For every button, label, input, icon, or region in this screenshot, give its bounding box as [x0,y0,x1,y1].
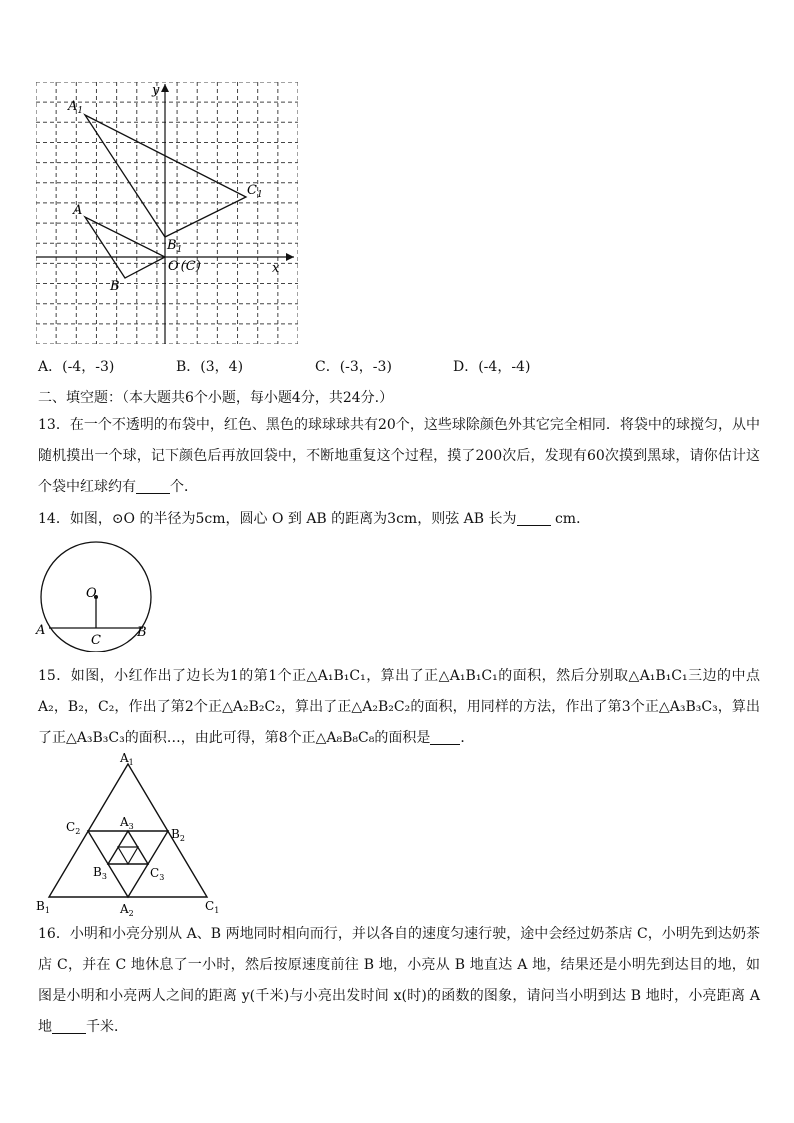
question-16 [38,919,760,1043]
q15-text-end: ． [460,730,475,746]
label-a: A [36,623,46,638]
label-c3: $C_3$ [150,866,165,882]
question-14 [38,504,760,535]
x-axis-arrow [286,253,294,261]
question-15 [38,661,760,754]
q16-answer-blank[interactable] [52,1017,86,1034]
q13-answer-blank[interactable] [136,477,170,494]
q15-answer-blank[interactable] [430,728,460,745]
label-a1: $A_1$ [120,751,134,767]
option-b[interactable]: B．(3，4) [176,359,244,375]
q14-answer-blank[interactable] [517,509,551,526]
q14-circle-figure [34,540,156,652]
option-c[interactable]: C．(-3，-3) [315,359,392,375]
label-o: O [86,586,97,601]
q13-text-end: 个． [170,479,198,495]
label-a3: $A_3$ [120,815,134,831]
label-a2: $A_2$ [120,902,134,918]
point-b1-label: $B_1$ [167,238,183,255]
option-d[interactable]: D．(-4，-4) [453,359,531,375]
point-c1-label: $C_1$ [247,183,263,200]
triangle-a4b4c4 [118,847,138,864]
section-heading: 二、填空题：（本大题共6个小题，每小题4分，共24分.） [38,390,394,406]
q12-options [38,356,758,378]
q14-text-end: cm． [550,511,591,527]
point-b-label: B [110,279,120,294]
q12-coordinate-figure [36,82,298,344]
question-13 [38,410,760,503]
q16-text: 16．小明和小亮分别从 A、B 两地同时相向而行，并以各自的速度匀速行驶，途中会经过奶茶店 C，小明先到达奶茶店 C，并在 C 地休息了一小时，然后按原速度前往 B 地，小亮从 B 地直达 A 地，结果还是小明先到达目的地，如图是小明和小亮两人之间的距离 y(千米)与小亮出发时间 x(时)的函数的图象，请问当小明到达 B 地时，小亮距离 A 地 [38,926,760,1035]
label-c1: $C_1$ [205,899,220,915]
q14-text: 14．如图，⊙O 的半径为5cm，圆心 O 到 AB 的距离为3cm，则弦 AB 长为 [38,511,517,527]
label-b1: $B_1$ [36,899,50,915]
point-a-label: A [73,203,83,218]
label-c2: $C_2$ [66,820,81,836]
label-b2: $B_2$ [171,827,185,843]
label-b3: $B_3$ [93,865,107,881]
origin-label: O (C) [168,259,201,274]
q13-text: 13．在一个不透明的布袋中，红色、黑色的球球球共有20个，这些球除颜色外其它完全相同．将袋中的球搅匀，从中随机摸出一个球，记下颜色后再放回袋中，不断地重复这个过程，摸了200次后，发现有60次摸到黑球，请你估计这个袋中红球约有 [38,417,760,495]
y-axis-label: y [152,83,160,98]
label-c: C [91,633,101,648]
point-a1-label: $A_1$ [68,99,84,116]
x-axis-label: x [272,261,280,276]
option-a[interactable]: A．(-4，-3) [38,359,115,375]
label-b: B [137,625,147,640]
q15-text: 15．如图，小红作出了边长为1的第1个正△A₁B₁C₁，算出了正△A₁B₁C₁的面积，然后分别取△A₁B₁C₁三边的中点A₂，B₂，C₂，作出了第2个正△A₂B₂C₂，算出了正△A₂B₂C₂的面积，用同样的方法，作出了第3个正△A₃B₃C₃，算出了正△A₃B₃C₃的面积…，由此可得，第8个正△A₈B₈C₈的面积是 [38,668,760,746]
triangle-abc [85,217,165,278]
q16-text-end: 千米． [86,1019,128,1035]
y-axis-arrow [161,84,169,92]
q15-triangle-figure [34,750,224,918]
